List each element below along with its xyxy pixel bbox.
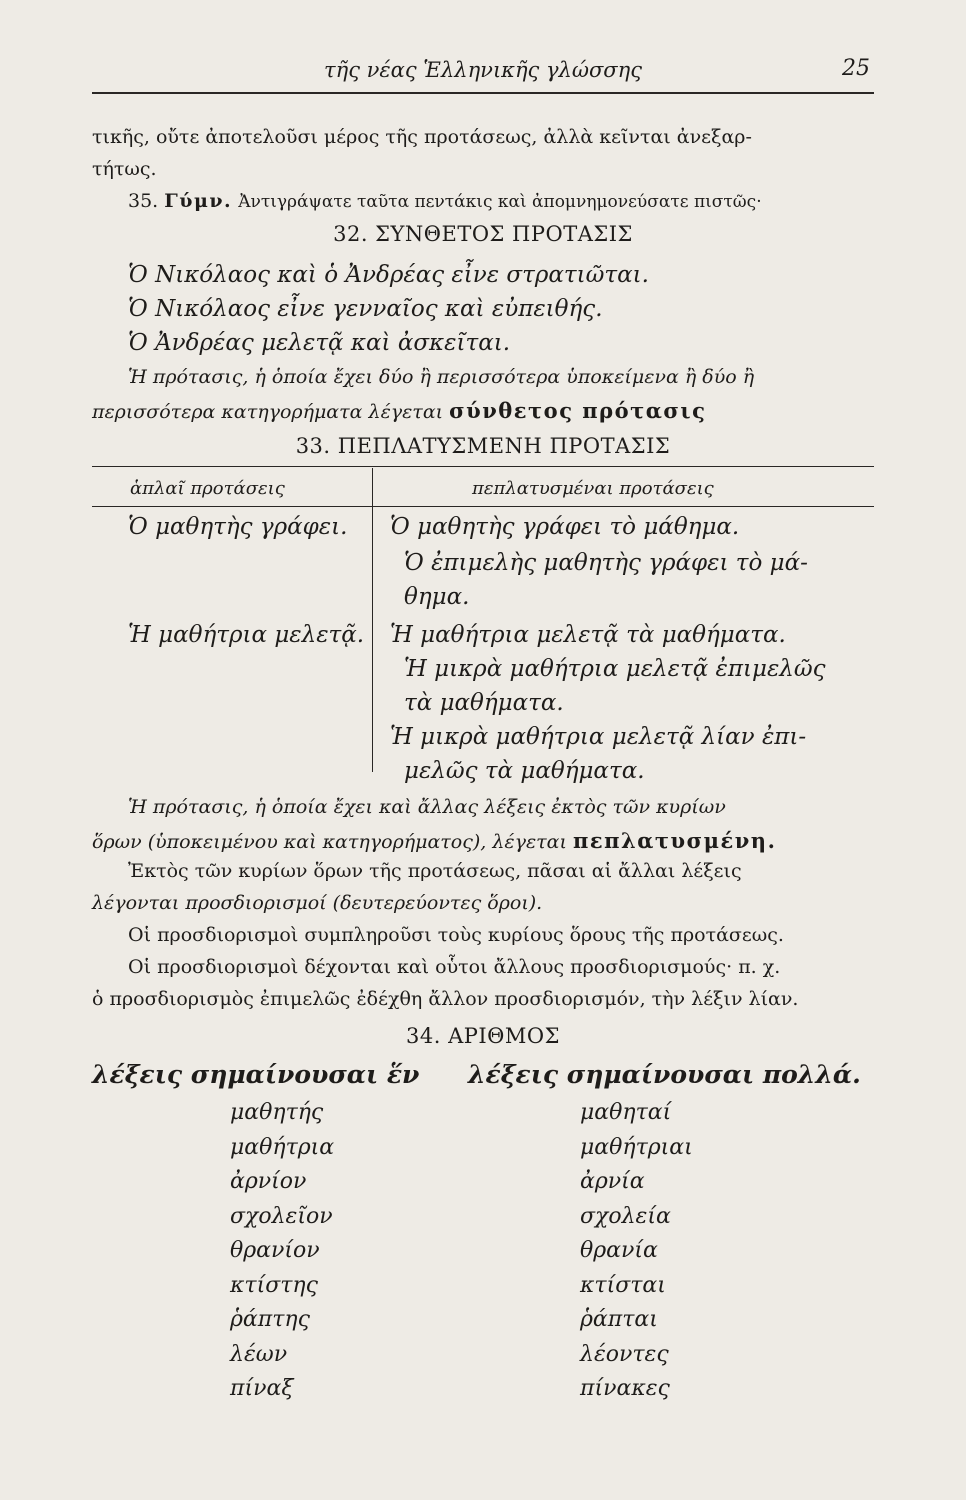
extended-sentence: Ὁ μαθητὴς γράφει τὸ μάθημα. xyxy=(390,514,740,540)
running-title: τῆς νέας Ἑλληνικῆς γλώσσης xyxy=(324,58,642,82)
singular-word: ῥάπτης xyxy=(230,1307,310,1332)
definition-line-1: Ἡ πρότασις, ἡ ὁποία ἔχει δύο ἢ περισσότερα ὑποκείμενα ἢ δύο ἢ xyxy=(128,366,755,388)
exercise-number: 35. xyxy=(128,190,159,212)
extended-sentence: θημα. xyxy=(404,584,470,610)
section-33-title: 33. ΠΕΠΛΑΤΥΣΜΕΝΗ ΠΡΟΤΑΣΙΣ xyxy=(295,434,671,458)
plural-word: ῥάπται xyxy=(580,1307,658,1332)
singular-word: ἀρνίον xyxy=(230,1169,307,1194)
definition-text: ὅρων (ὑποκειμένου καὶ κατηγορήματος), λέγεται xyxy=(92,831,567,853)
example-line: Ὁ Νικόλαος καὶ ὁ Ἀνδρέας εἶνε στρατιῶται. xyxy=(128,262,649,288)
plural-word-list xyxy=(580,1096,693,1407)
plural-word: μαθηταί xyxy=(580,1100,672,1125)
singular-word: σχολεῖον xyxy=(230,1203,333,1229)
plural-header: λέξεις σημαίνουσαι πολλά. xyxy=(468,1060,861,1089)
definition-text: περισσότερα κατηγορήματα λέγεται xyxy=(92,401,444,423)
page-number: 25 xyxy=(842,56,870,81)
plural-word: σχολεία xyxy=(580,1203,671,1229)
definition-line: Οἱ προσδιορισμοὶ δέχονται καὶ οὗτοι ἄλλους προσδιορισμούς· π. χ. xyxy=(128,956,781,978)
section-34-title: 34. ΑΡΙΘΜΟΣ xyxy=(406,1024,560,1048)
table-header-rule xyxy=(92,506,874,507)
plural-word: λέοντες xyxy=(580,1341,669,1367)
intro-line-2: τήτως. xyxy=(92,158,157,180)
definition-line: ὁ προσδιορισμὸς ἐπιμελῶς ἐδέχθη ἄλλον προσδιορισμόν, τὴν λέξιν λίαν. xyxy=(92,988,799,1010)
definition-line xyxy=(92,828,776,853)
plural-word: ἀρνία xyxy=(580,1169,645,1194)
header-rule xyxy=(92,92,874,94)
table-divider xyxy=(372,468,373,772)
example-line: Ὁ Ἀνδρέας μελετᾷ καὶ ἀσκεῖται. xyxy=(128,330,511,356)
definition-line: Οἱ προσδιορισμοὶ συμπληροῦσι τοὺς κυρίους ὅρους τῆς προτάσεως. xyxy=(128,924,784,946)
singular-word: θρανίον xyxy=(230,1238,320,1263)
col-left-header: ἁπλαῖ προτάσεις xyxy=(130,478,285,499)
table-top-rule xyxy=(92,466,874,467)
definition-line: Ἡ πρότασις, ἡ ὁποία ἔχει καὶ ἄλλας λέξεις ἐκτὸς τῶν κυρίων xyxy=(128,796,726,818)
extended-sentence: τὰ μαθήματα. xyxy=(404,690,564,716)
extended-sentence: Ὁ ἐπιμελὴς μαθητὴς γράφει τὸ μά- xyxy=(404,550,808,576)
simple-sentence: Ὁ μαθητὴς γράφει. xyxy=(128,514,348,540)
extended-sentence: Ἡ μαθήτρια μελετᾷ τὰ μαθήματα. xyxy=(390,622,786,648)
plural-word: μαθήτριαι xyxy=(580,1134,693,1160)
example-line: Ὁ Νικόλαος εἶνε γενναῖος καὶ εὐπειθής. xyxy=(128,296,603,322)
singular-word: κτίστης xyxy=(230,1272,318,1298)
section-32-title: 32. ΣΥΝΘΕΤΟΣ ΠΡΟΤΑΣΙΣ xyxy=(333,222,633,246)
exercise-label: Γύμν. xyxy=(164,190,233,212)
extended-sentence: μελῶς τὰ μαθήματα. xyxy=(404,758,645,784)
singular-word: πίναξ xyxy=(230,1376,294,1401)
singular-word: μαθήτρια xyxy=(230,1134,335,1160)
definition-term: σύνθετος πρότασις xyxy=(449,398,707,423)
definition-line-2 xyxy=(92,398,706,423)
singular-word: λέων xyxy=(230,1341,288,1367)
exercise-text: Ἀντιγράψατε ταῦτα πεντάκις καὶ ἀπομνημονεύσατε πιστῶς· xyxy=(238,192,762,212)
exercise-35 xyxy=(128,190,762,212)
page-header xyxy=(92,50,874,90)
plural-word: κτίσται xyxy=(580,1272,666,1298)
definition-line: λέγονται προσδιορισμοί (δευτερεύοντες ὅροι). xyxy=(92,892,543,914)
definition-term: πεπλατυσμένη. xyxy=(573,828,777,853)
definition-line: Ἐκτὸς τῶν κυρίων ὅρων τῆς προτάσεως, πᾶσαι αἱ ἄλλαι λέξεις xyxy=(128,860,742,882)
plural-word: θρανία xyxy=(580,1238,658,1263)
extended-sentence: Ἡ μικρὰ μαθήτρια μελετᾷ ἐπιμελῶς xyxy=(404,656,826,682)
simple-sentence: Ἡ μαθήτρια μελετᾷ. xyxy=(128,622,365,648)
intro-line-1: τικῆς, οὔτε ἀποτελοῦσι μέρος τῆς προτάσεως, ἀλλὰ κεῖνται ἀνεξαρ- xyxy=(92,126,752,148)
extended-sentence: Ἡ μικρὰ μαθήτρια μελετᾷ λίαν ἐπι- xyxy=(390,724,807,750)
singular-header: λέξεις σημαίνουσαι ἕν xyxy=(92,1060,420,1089)
singular-word-list xyxy=(230,1096,334,1407)
plural-word: πίνακες xyxy=(580,1376,670,1401)
singular-word: μαθητής xyxy=(230,1100,324,1125)
col-right-header: πεπλατυσμέναι προτάσεις xyxy=(472,478,714,499)
